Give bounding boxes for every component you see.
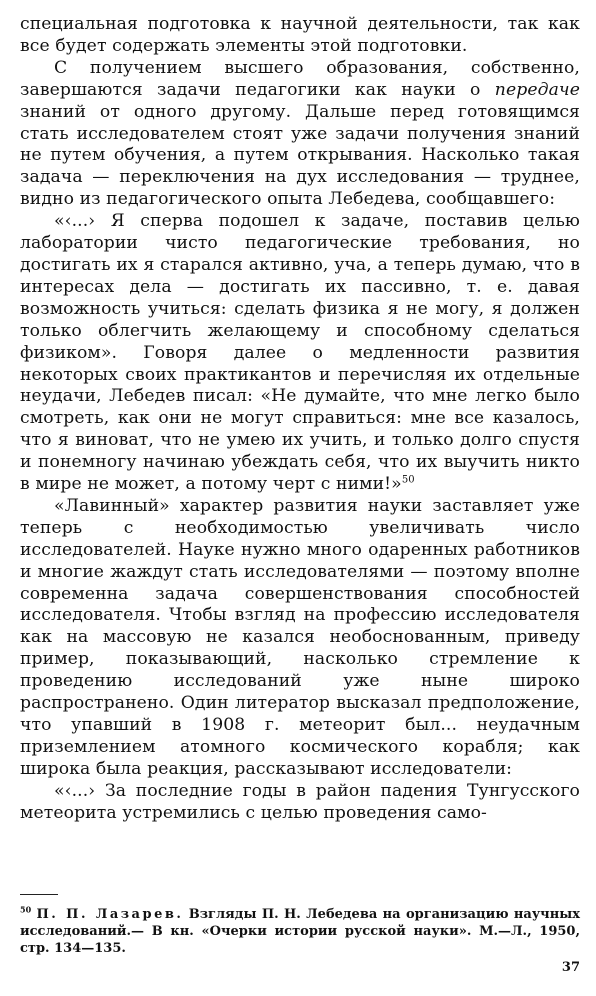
body-text <box>20 14 580 825</box>
paragraph-0-text: специальная подготовка к научной деятельности, так как все будет содержать элементы этой подготовки. <box>20 14 580 56</box>
footnote <box>20 906 580 957</box>
paragraph-1-text-start: С получением высшего образования, собственно, завершаются задачи педагогики как науки о <box>20 57 580 100</box>
footnote-reference[interactable]: 50 <box>401 474 415 486</box>
paragraph-continued <box>20 14 580 58</box>
footnote-number: 50 <box>20 904 32 915</box>
paragraph-4-text: «‹...› За последние годы в район падения Тунгусского метеорита устремились с целью проведения само- <box>20 780 580 823</box>
book-page <box>20 14 580 984</box>
paragraph-1 <box>20 58 580 211</box>
paragraph-3-text: «Лавинный» характер развития науки заставляет уже теперь с необходимостью увеличивать число исследователей. Науке нужно много одаренных работников и многие жаждут стать исследователями — поэтому вполне современна задача совершенствования способностей исследователя. Чтобы взгляд на профессию исследователя как на массовую не казался необоснованным, приведу пример, показывающий, насколько стремление к проведению исследований уже ныне широко распространено. Один литератор высказал предположение, что упавший в 1908 г. метеорит был... неудачным приземлением атомного космического корабля; как широка была реакция, рассказывают исследователи: <box>20 495 580 779</box>
footnote-divider <box>20 894 58 895</box>
paragraph-2-text: «‹...› Я сперва подошел к задаче, поставив целью лаборатории чисто педагогические требования, но достигать их я старался активно, уча, а теперь думаю, что в интересах дела — достигать их пассивно, т. е. давая возможность учиться: сделать физика я не могу, я должен только облегчить желающему и способному сделаться физиком». Говоря далее о медленности развития некоторых своих практикантов и перечисляя их отдельные неудачи, Лебедев писал: «Не думайте, что мне легко было смотреть, как они не могут справиться: мне все казалось, что я виноват, что не умею их учить, и только долго спустя и понемногу начинаю убеждать себя, что их выучить никто в мире не может, а потому черт с ними!» <box>20 211 580 495</box>
footnote-author: П. П. Лазарев. <box>36 907 184 922</box>
paragraph-2-quote <box>20 211 580 496</box>
page-number: 37 <box>561 960 580 975</box>
paragraph-4 <box>20 781 580 825</box>
paragraph-3 <box>20 496 580 781</box>
paragraph-1-text-end: знаний от одного другому. Дальше перед готовящимся стать исследователем стоят уже задачи получения знаний не путем обучения, а путем открывания. Насколько такая задача — переключения на дух исследования — труднее, видно из педагогического опыта Лебедева, сообщавшего: <box>20 101 580 210</box>
emphasis-word: передаче <box>494 79 580 100</box>
footnote-text: Взгляды П. Н. Лебедева на организацию научных исследований.— В кн. «Очерки истории русской науки». М.—Л., 1950, стр. 134—135. <box>20 907 580 956</box>
